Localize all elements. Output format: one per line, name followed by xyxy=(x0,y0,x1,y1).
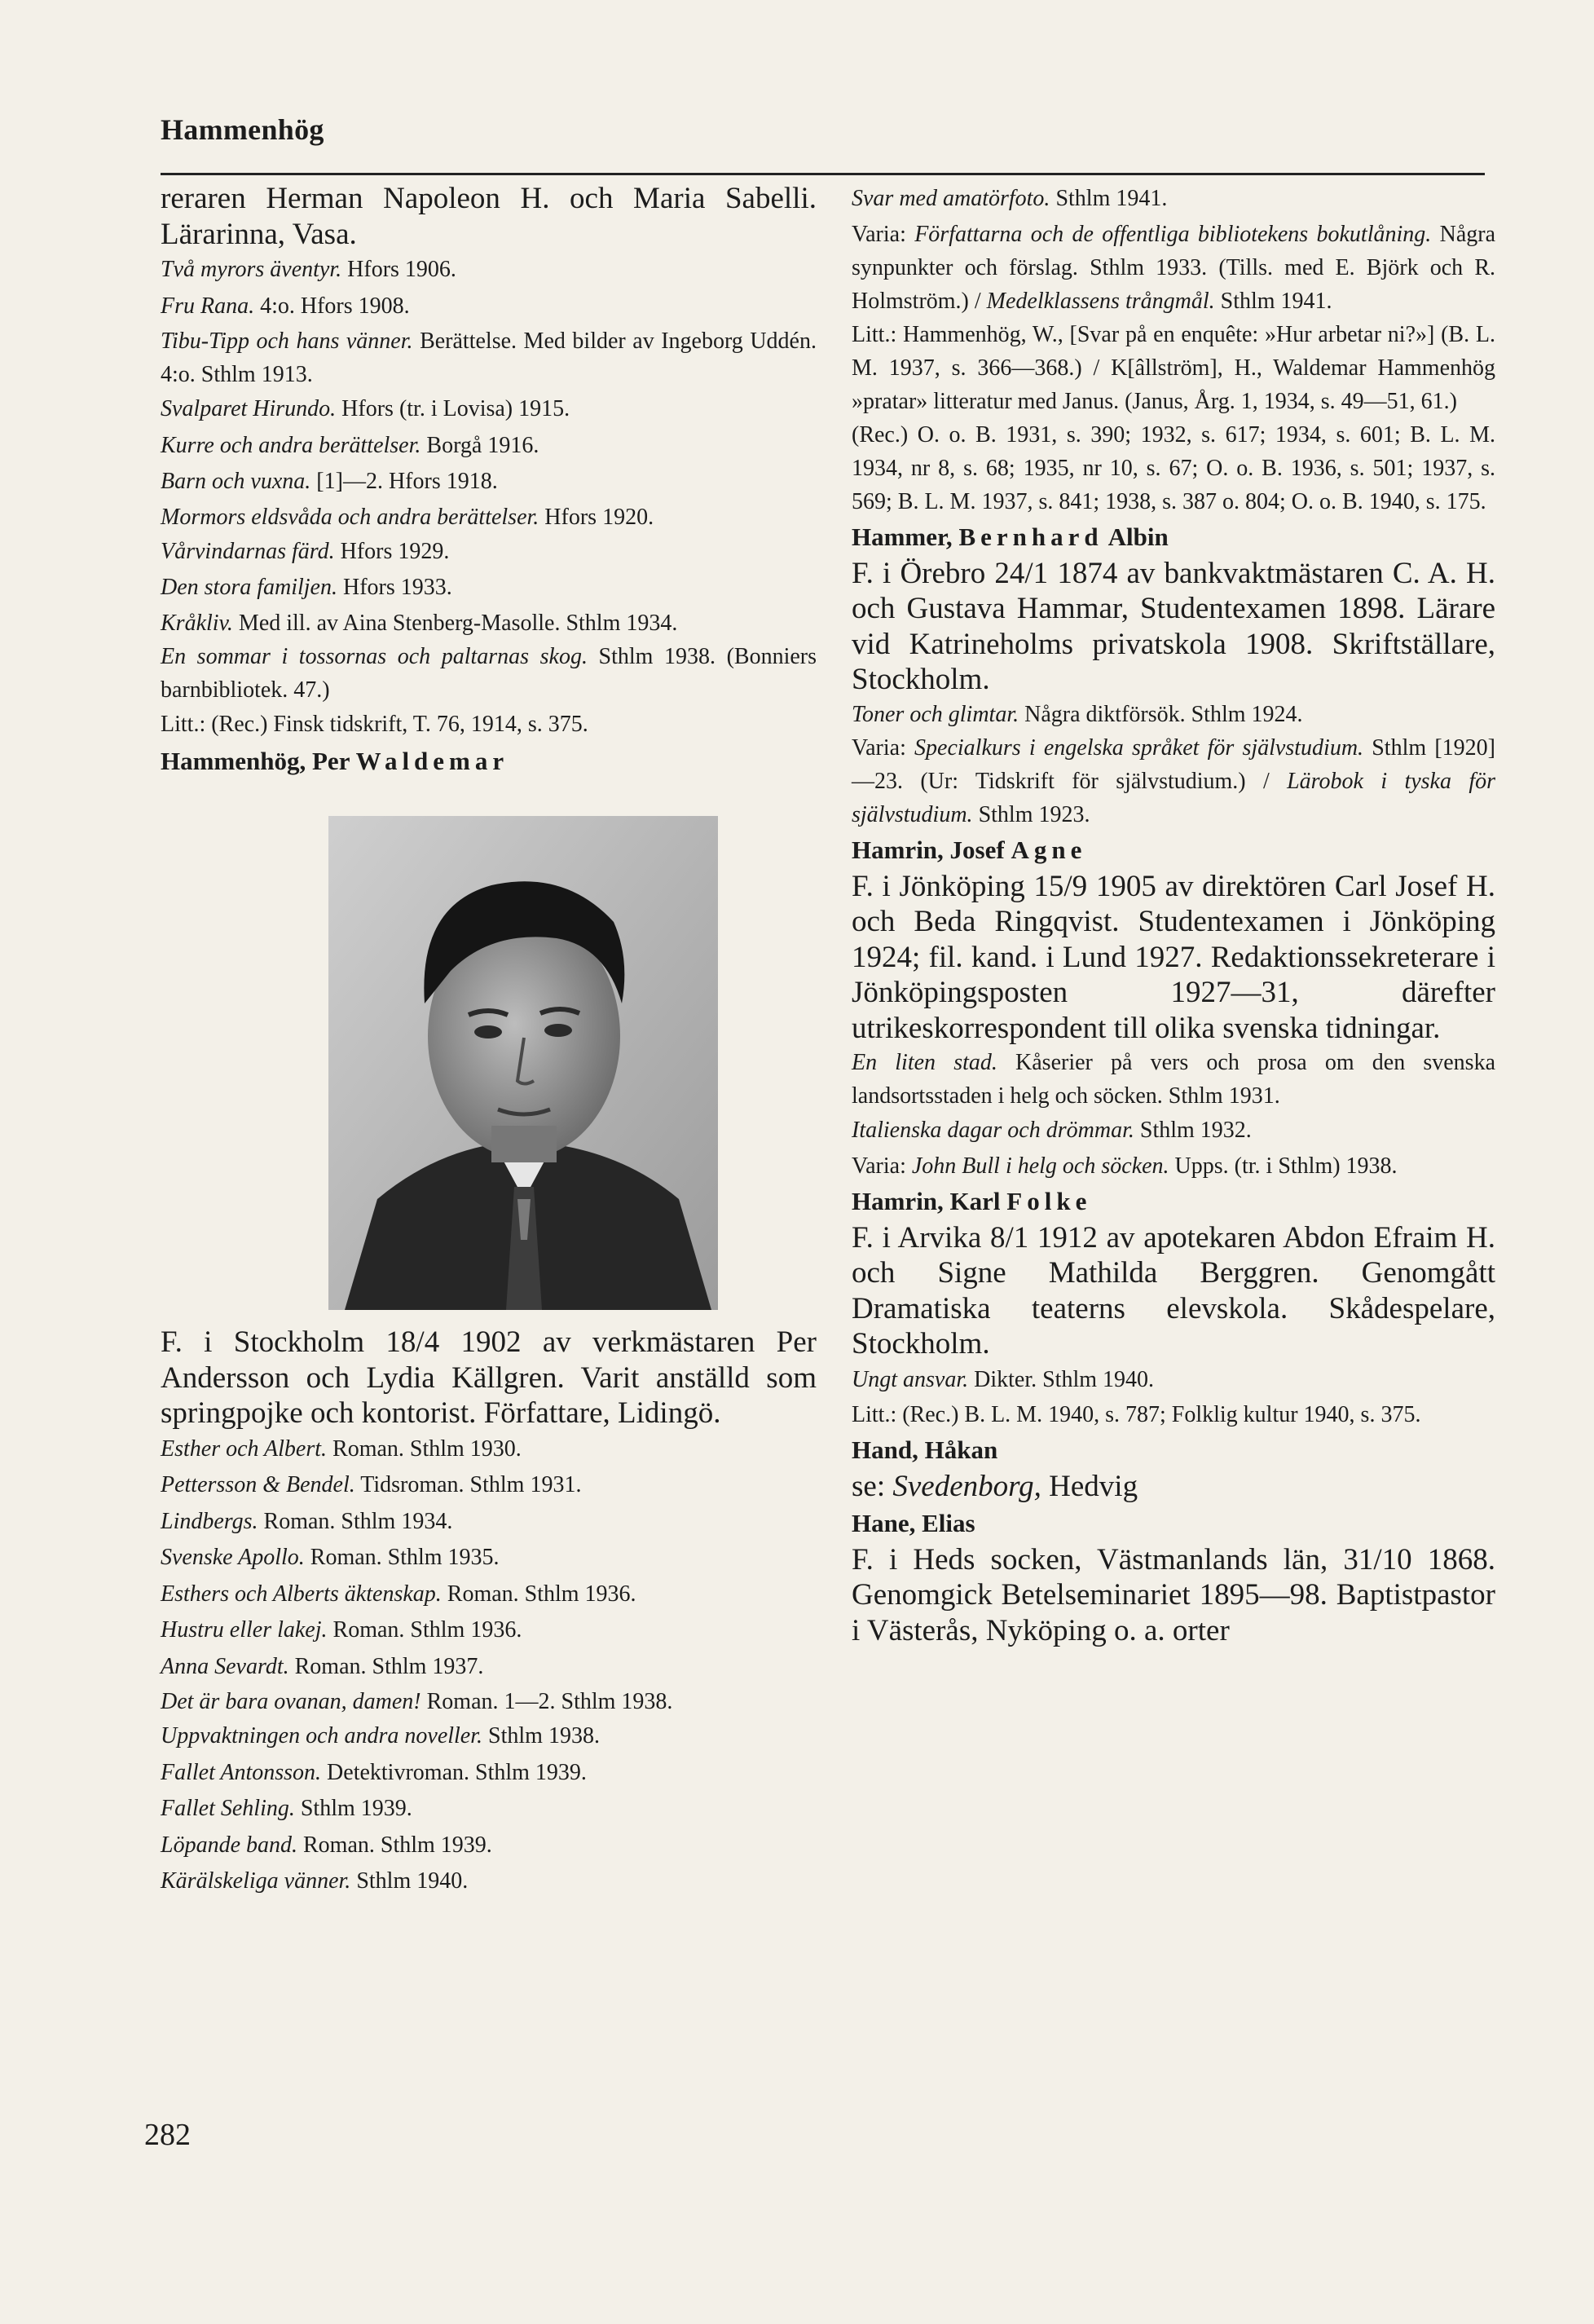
work-item: Anna Sevardt. Roman. Sthlm 1937. xyxy=(161,1653,484,1679)
work-item: Kurre och andra berättelser. Borgå 1916. xyxy=(161,432,539,458)
work-item: Esthers och Alberts äktenskap. Roman. Sthlm 1936. xyxy=(161,1581,636,1607)
work-item: Toner och glimtar. Några diktförsök. Sthlm 1924. xyxy=(852,701,1303,727)
works-list xyxy=(161,252,817,707)
work-item: Svalparet Hirundo. Hfors (tr. i Lovisa) 1915. xyxy=(161,396,570,421)
author-portrait-photo xyxy=(328,816,718,1310)
work-item: Mormors eldsvåda och andra berättelser. Hfors 1920. xyxy=(161,504,654,530)
works-list xyxy=(161,1431,817,1900)
entry-heading: Hane, Elias xyxy=(852,1508,975,1537)
work-item: Svar med amatörfoto. Sthlm 1941. xyxy=(852,186,1168,211)
work-item: Fallet Sehling. Sthlm 1939. xyxy=(161,1796,412,1821)
work-item: Hustru eller lakej. Roman. Sthlm 1936. xyxy=(161,1617,522,1643)
work-item: Tibu-Tipp och hans vänner. Berättelse. Med bilder av Ingeborg Uddén. 4:o. Sthlm 1913. xyxy=(161,329,817,387)
work-item: Kärälskeliga vänner. Sthlm 1940. xyxy=(161,1868,469,1894)
work-item: Ungt ansvar. Dikter. Sthlm 1940. xyxy=(852,1366,1155,1392)
work-item: Pettersson & Bendel. Tidsroman. Sthlm 1931. xyxy=(161,1472,582,1497)
left-column xyxy=(161,181,817,1900)
entry-heading: Hammer, Bernhard Albin xyxy=(852,522,1169,551)
work-item: Uppvaktningen och andra noveller. Sthlm 1938. xyxy=(161,1723,600,1749)
header-rule xyxy=(161,173,1485,175)
work-item: Lindbergs. Roman. Sthlm 1934. xyxy=(161,1508,453,1534)
varia-text: Varia: John Bull i helg och söcken. Upps. (tr. i Sthlm) 1938. xyxy=(852,1153,1398,1179)
page-number: 282 xyxy=(144,2118,191,2152)
work-item: En liten stad. Kåserier på vers och prosa om den svenska landsortsstaden i helg och söcken. Sthlm 1931. xyxy=(852,1050,1495,1109)
entry-biography: F. i Jönköping 15/9 1905 av direktören Carl Josef H. och Beda Ringqvist. Studentexamen i Jönköping 1924; fil. kand. i Lund 1927. Redaktionssekreterare i Jönköpingsposten 1927—31, därefter utrikeskorrespondent till olika svenska tidningar. xyxy=(852,869,1495,1045)
work-item: Esther och Albert. Roman. Sthlm 1930. xyxy=(161,1435,522,1462)
cross-reference: se: Svedenborg, Hedvig xyxy=(852,1470,1138,1503)
varia-text: Varia: Författarna och de offentliga bibliotekens bokutlåning. Några synpunkter och förslag. Sthlm 1933. (Tills. med E. Björk och R. Holmström.) / Medelklassens trångmål. Sthlm 1941. xyxy=(852,221,1496,314)
work-item: En sommar i tossornas och paltarnas skog. Sthlm 1938. (Bonniers barnbibliotek. 47.) xyxy=(161,643,817,703)
work-item: Fru Rana. 4:o. Hfors 1908. xyxy=(161,293,410,319)
varia-text: Varia: Specialkurs i engelska språket för självstudium. Sthlm [1920]—23. (Ur: Tidskrift för självstudium.) / Lärobok i tyska för självstudium. Sthlm 1923. xyxy=(852,734,1496,827)
work-item: Två myrors äventyr. Hfors 1906. xyxy=(161,257,456,282)
work-item: Kråkliv. Med ill. av Aina Stenberg-Masolle. Sthlm 1934. xyxy=(161,610,678,636)
work-item: Vårvindarnas färd. Hfors 1929. xyxy=(161,538,450,564)
running-head: Hammenhög xyxy=(161,113,324,146)
right-column xyxy=(852,181,1495,1648)
entry-intro-text: reraren Herman Napoleon H. och Maria Sabelli. Lärarinna, Vasa. xyxy=(161,182,817,251)
entry-biography: F. i Örebro 24/1 1874 av bankvaktmästaren C. A. H. och Gustava Hammar, Studentexamen 1898. Lärare vid Katrineholms privatskola 1908. Skriftställare, Stockholm. xyxy=(852,556,1495,696)
entry-biography: F. i Heds socken, Västmanlands län, 31/10 1868. Genomgick Betelseminariet 1895—98. Baptistpastor i Västerås, Nyköping o. a. orter xyxy=(852,1542,1495,1647)
literature-references: Litt.: (Rec.) B. L. M. 1940, s. 787; Folklig kultur 1940, s. 375. xyxy=(852,1402,1421,1427)
work-item: Barn och vuxna. [1]—2. Hfors 1918. xyxy=(161,469,498,494)
literature-references: Litt.: Hammenhög, W., [Svar på en enquête: »Hur arbetar ni?»] (B. L. M. 1937, s. 366—368.) / K[âllström], H., Waldemar Hammenhög »pratar» litteratur med Janus. (Janus, Årg. 1, 1934, s. 49—51, 61.) xyxy=(852,321,1495,414)
work-item: Svenske Apollo. Roman. Sthlm 1935. xyxy=(161,1545,500,1570)
entry-heading: Hand, Håkan xyxy=(852,1435,998,1464)
work-item: Den stora familjen. Hfors 1933. xyxy=(161,575,452,600)
work-item: Det är bara ovanan, damen! Roman. 1—2. Sthlm 1938. xyxy=(161,1689,673,1714)
entry-heading: Hammenhög, Per Waldemar xyxy=(161,747,509,775)
work-item: Löpande band. Roman. Sthlm 1939. xyxy=(161,1832,492,1858)
work-item: Fallet Antonsson. Detektivroman. Sthlm 1939. xyxy=(161,1759,587,1785)
literature-references: Litt.: (Rec.) Finsk tidskrift, T. 76, 1914, s. 375. xyxy=(161,711,588,737)
work-item: Italienska dagar och drömmar. Sthlm 1932. xyxy=(852,1118,1252,1143)
entry-biography: F. i Arvika 8/1 1912 av apotekaren Abdon Efraim H. och Signe Mathilda Berggren. Genomgått Dramatiska teaterns elevskola. Skådespelare, Stockholm. xyxy=(852,1220,1495,1360)
entry-heading: Hamrin, Josef Agne xyxy=(852,835,1087,864)
entry-biography: F. i Stockholm 18/4 1902 av verkmästaren Per Andersson och Lydia Källgren. Varit anställd som springpojke och kontorist. Författare, Lidingö. xyxy=(161,1325,817,1430)
entry-heading: Hamrin, Karl Folke xyxy=(852,1186,1092,1215)
review-references: (Rec.) O. o. B. 1931, s. 390; 1932, s. 617; 1934, s. 601; B. L. M. 1934, nr 8, s. 68; 1935, nr 10, s. 67; O. o. B. 1936, s. 501; 1937, s. 569; B. L. M. 1937, s. 841; 1938, s. 387 o. 804; O. o. B. 1940, s. 175. xyxy=(852,421,1495,514)
